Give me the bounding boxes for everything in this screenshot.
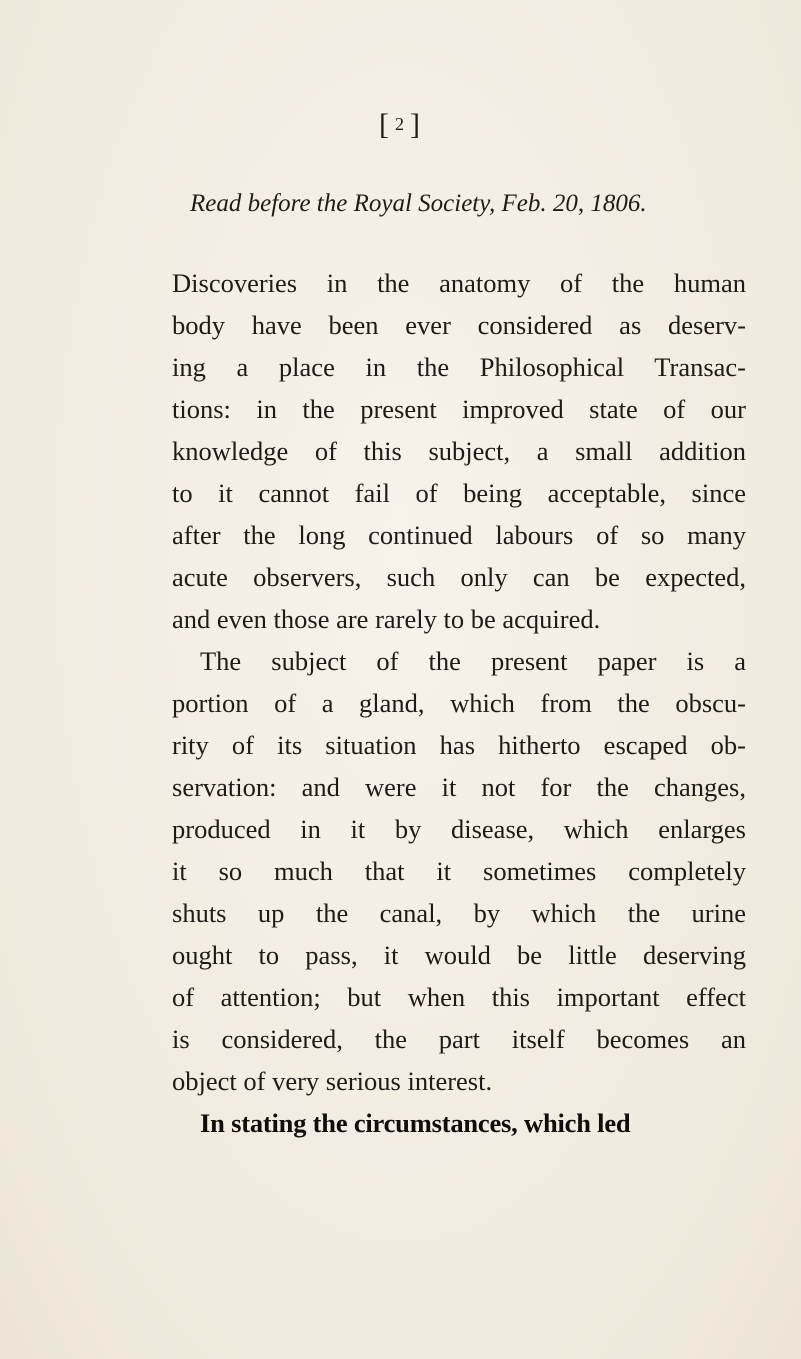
text-line: ought to pass, it would be little deserving (172, 940, 746, 970)
read-before-line: Read before the Royal Society, Feb. 20, 1806. (190, 190, 647, 217)
text-line: portion of a gland, which from the obscu- (172, 688, 746, 718)
text-line: In stating the circumstances, which led (200, 1108, 631, 1138)
text-line: and even those are rarely to be acquired. (172, 604, 601, 634)
text-line: ing a place in the Philosophical Transac- (172, 352, 746, 382)
text-line: tions: in the present improved state of our (172, 394, 746, 424)
text-line: knowledge of this subject, a small addition (172, 436, 746, 466)
text-line: The subject of the present paper is a (200, 646, 746, 676)
text-line: servation: and were it not for the changes, (172, 772, 746, 802)
text-line: acute observers, such only can be expected, (172, 562, 746, 592)
text-line: produced in it by disease, which enlarges (172, 814, 746, 844)
text-line: of attention; but when this important effect (172, 982, 746, 1012)
page-number-bracket-right: ] (410, 108, 422, 141)
text-line: to it cannot fail of being acceptable, since (172, 478, 746, 508)
text-line: object of very serious interest. (172, 1066, 493, 1096)
text-line: Discoveries in the anatomy of the human (172, 268, 746, 298)
text-line: after the long continued labours of so many (172, 520, 746, 550)
text-line: rity of its situation has hitherto escaped ob- (172, 730, 746, 760)
body-text (172, 262, 746, 1144)
page-number (0, 106, 801, 143)
text-line: body have been ever considered as deserv- (172, 310, 746, 340)
text-line: is considered, the part itself becomes an (172, 1024, 746, 1054)
page-number-bracket-left: [ (379, 108, 391, 141)
text-line: shuts up the canal, by which the urine (172, 898, 746, 928)
page-number-value: 2 (395, 114, 406, 134)
text-line: it so much that it sometimes completely (172, 856, 746, 886)
